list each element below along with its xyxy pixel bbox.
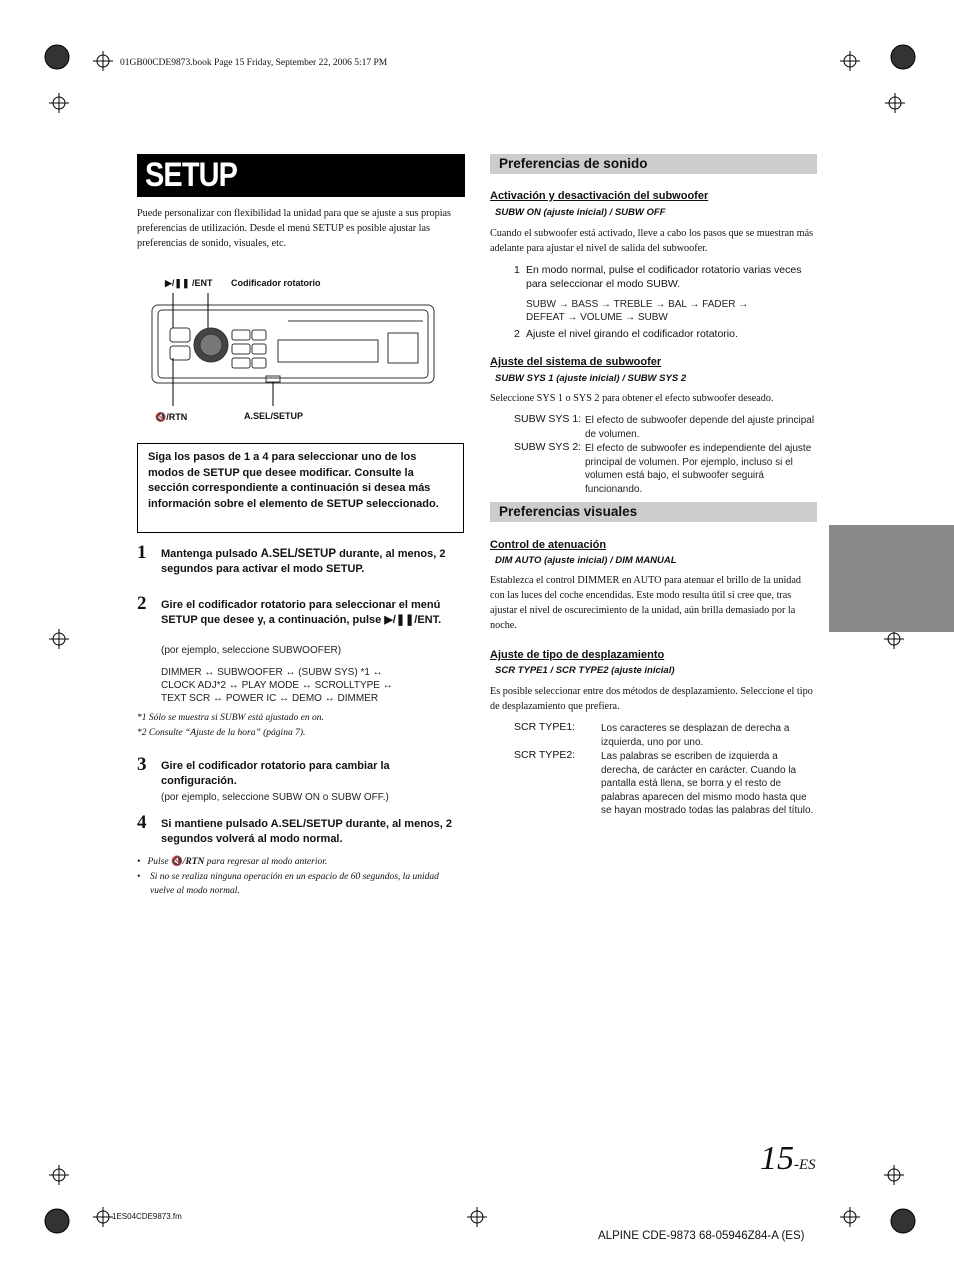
- sys1-text: El efecto de subwoofer depende del ajuste principal de volumen.: [585, 415, 815, 440]
- sound-section-bar: [490, 154, 817, 174]
- scr-type2-label: SCR TYPE2:: [514, 749, 576, 761]
- footnote-2: *2 Consulte “Ajuste de la hora” (página 7).: [137, 728, 306, 738]
- subwoofer-system-title: Ajuste del sistema de subwoofer: [490, 356, 662, 368]
- intro-paragraph: Puede personalizar con flexibilidad la unidad para que se ajuste a sus propias preferencias de utilización. Desde el menú SETUP es posible ajustar las preferencias de sonido, visuales, etc.: [137, 208, 452, 249]
- source-file: 1ES04CDE9873.fm: [112, 1212, 182, 1221]
- instruction-box: Siga los pasos de 1 a 4 para seleccionar uno de los modos de SETUP que desee modificar. Consulte la sección correspondiente a continuación si desea más información sobre el elemento de SETUP seleccionado.: [137, 443, 464, 533]
- step-2-text: Gire el codificador rotatorio para seleccionar el menú SETUP que desee y, a continuación, pulse ▶/❚❚/ENT.: [161, 599, 442, 626]
- step-number: 4: [137, 812, 147, 833]
- scr-type2-text: Las palabras se escriben de izquierda a derecha, de carácter en carácter. Cuando la pantalla está llena, se borra y el resto de palabras aparecen del mismo modo hasta que se hayan mostrado todas las palabras del título.: [601, 751, 814, 816]
- encoder-label: Codificador rotatorio: [231, 278, 321, 288]
- scroll-type-text: Es posible seleccionar entre dos métodos de desplazamiento. Seleccione el tipo de desplazamiento que prefiera.: [490, 686, 813, 712]
- step-number: 1: [137, 542, 147, 563]
- subwoofer-step-2: Ajuste el nivel girando el codificador rotatorio.: [526, 328, 738, 340]
- sys2-text: El efecto de subwoofer es independiente del ajuste principal de volumen. Por ejemplo, incluso si el volumen está bajo, el subwoofer seguirá funcionando.: [585, 443, 812, 495]
- visual-section-bar: [490, 502, 817, 522]
- list-number: 1: [514, 264, 520, 276]
- dimmer-options: DIM AUTO (ajuste inicial) / DIM MANUAL: [495, 555, 677, 566]
- play-ent-label: ▶/❚❚ /ENT: [165, 278, 213, 288]
- sound-sequence-2: DEFEAT → VOLUME → SUBW: [526, 312, 668, 323]
- step-3-text: Gire el codificador rotatorio para cambiar la configuración.: [161, 760, 390, 787]
- sys1-label: SUBW SYS 1:: [514, 413, 582, 425]
- step-3-example: (por ejemplo, seleccione SUBW ON o SUBW OFF.): [161, 792, 389, 803]
- sound-sequence-1: SUBW → BASS → TREBLE → BAL → FADER →: [526, 299, 749, 310]
- bullet-1: • Pulse 🔇/RTN para regresar al modo anterior.: [137, 857, 328, 867]
- model-code: ALPINE CDE-9873 68-05946Z84-A (ES): [598, 1230, 805, 1242]
- step-1-text: Mantenga pulsado A.SEL/SETUP durante, al menos, 2 segundos para activar el modo SETUP.: [161, 548, 446, 575]
- sound-section-heading: Preferencias de sonido: [499, 156, 648, 171]
- mode-sequence-3: TEXT SCR ↔ POWER IC ↔ DEMO ↔ DIMMER: [161, 693, 379, 704]
- step-4-text: Si mantiene pulsado A.SEL/SETUP durante, al menos, 2 segundos volverá al modo normal.: [161, 818, 452, 845]
- visual-section-heading: Preferencias visuales: [499, 504, 638, 519]
- step-number: 3: [137, 754, 147, 775]
- subwoofer-onoff-text: Cuando el subwoofer está activado, lleve a cabo los pasos que se muestran más adelante para ajustar el nivel de salida del subwoofer.: [490, 228, 814, 254]
- mute-icon: 🔇: [170, 857, 183, 867]
- scr-type1-label: SCR TYPE1:: [514, 721, 576, 733]
- list-number: 2: [514, 328, 520, 340]
- subwoofer-onoff-options: SUBW ON (ajuste inicial) / SUBW OFF: [495, 207, 666, 218]
- scr-type1-text: Los caracteres se desplazan de derecha a izquierda, uno por uno.: [601, 723, 790, 748]
- mode-sequence-1: DIMMER ↔ SUBWOOFER ↔ (SUBW SYS) *1 ↔: [161, 667, 383, 678]
- subwoofer-onoff-title: Activación y desactivación del subwoofer: [490, 190, 709, 202]
- page-number: 15-ES: [760, 1140, 816, 1177]
- footnote-1: *1 Sólo se muestra si SUBW está ajustado en on.: [137, 713, 324, 723]
- subwoofer-step-1: En modo normal, pulse el codificador rotatorio varias veces para seleccionar el modo SUBW.: [526, 264, 802, 290]
- mode-sequence-2: CLOCK ADJ*2 ↔ PLAY MODE ↔ SCROLLTYPE ↔: [161, 680, 393, 691]
- bullet-2: • Si no se realiza ninguna operación en un espacio de 60 segundos, la unidad vuelve al modo normal.: [137, 872, 439, 896]
- chapter-tab: [829, 525, 954, 632]
- page-title: SETUP: [145, 156, 238, 194]
- subwoofer-system-text: Seleccione SYS 1 o SYS 2 para obtener el efecto subwoofer deseado.: [490, 393, 774, 404]
- rtn-label: 🔇/RTN: [155, 412, 188, 422]
- scroll-type-options: SCR TYPE1 / SCR TYPE2 (ajuste inicial): [495, 665, 675, 676]
- book-info: 01GB00CDE9873.book Page 15 Friday, September 22, 2006 5:17 PM: [120, 58, 388, 68]
- asel-label: A.SEL/SETUP: [244, 411, 304, 421]
- head-unit-illustration: [148, 288, 438, 413]
- dimmer-title: Control de atenuación: [490, 539, 607, 551]
- play-pause-icon: ▶/❚❚: [384, 614, 415, 626]
- sys2-label: SUBW SYS 2:: [514, 441, 582, 453]
- step-number: 2: [137, 593, 147, 614]
- step-2-example: (por ejemplo, seleccione SUBWOOFER): [161, 645, 342, 656]
- play-pause-icon: ▶/❚❚: [165, 278, 190, 288]
- mute-icon: 🔇: [155, 412, 167, 422]
- page-title-bar: [137, 154, 465, 197]
- subwoofer-system-options: SUBW SYS 1 (ajuste inicial) / SUBW SYS 2: [495, 373, 687, 384]
- scroll-type-title: Ajuste de tipo de desplazamiento: [490, 649, 665, 661]
- dimmer-text: Establezca el control DIMMER en AUTO para atenuar el brillo de la unidad con las luces del coche encendidas. Este modo resulta útil si cree que, tras ajustar el nivel de oscurecimiento de la unidad, aún brilla demasiado por la noche.: [490, 575, 801, 631]
